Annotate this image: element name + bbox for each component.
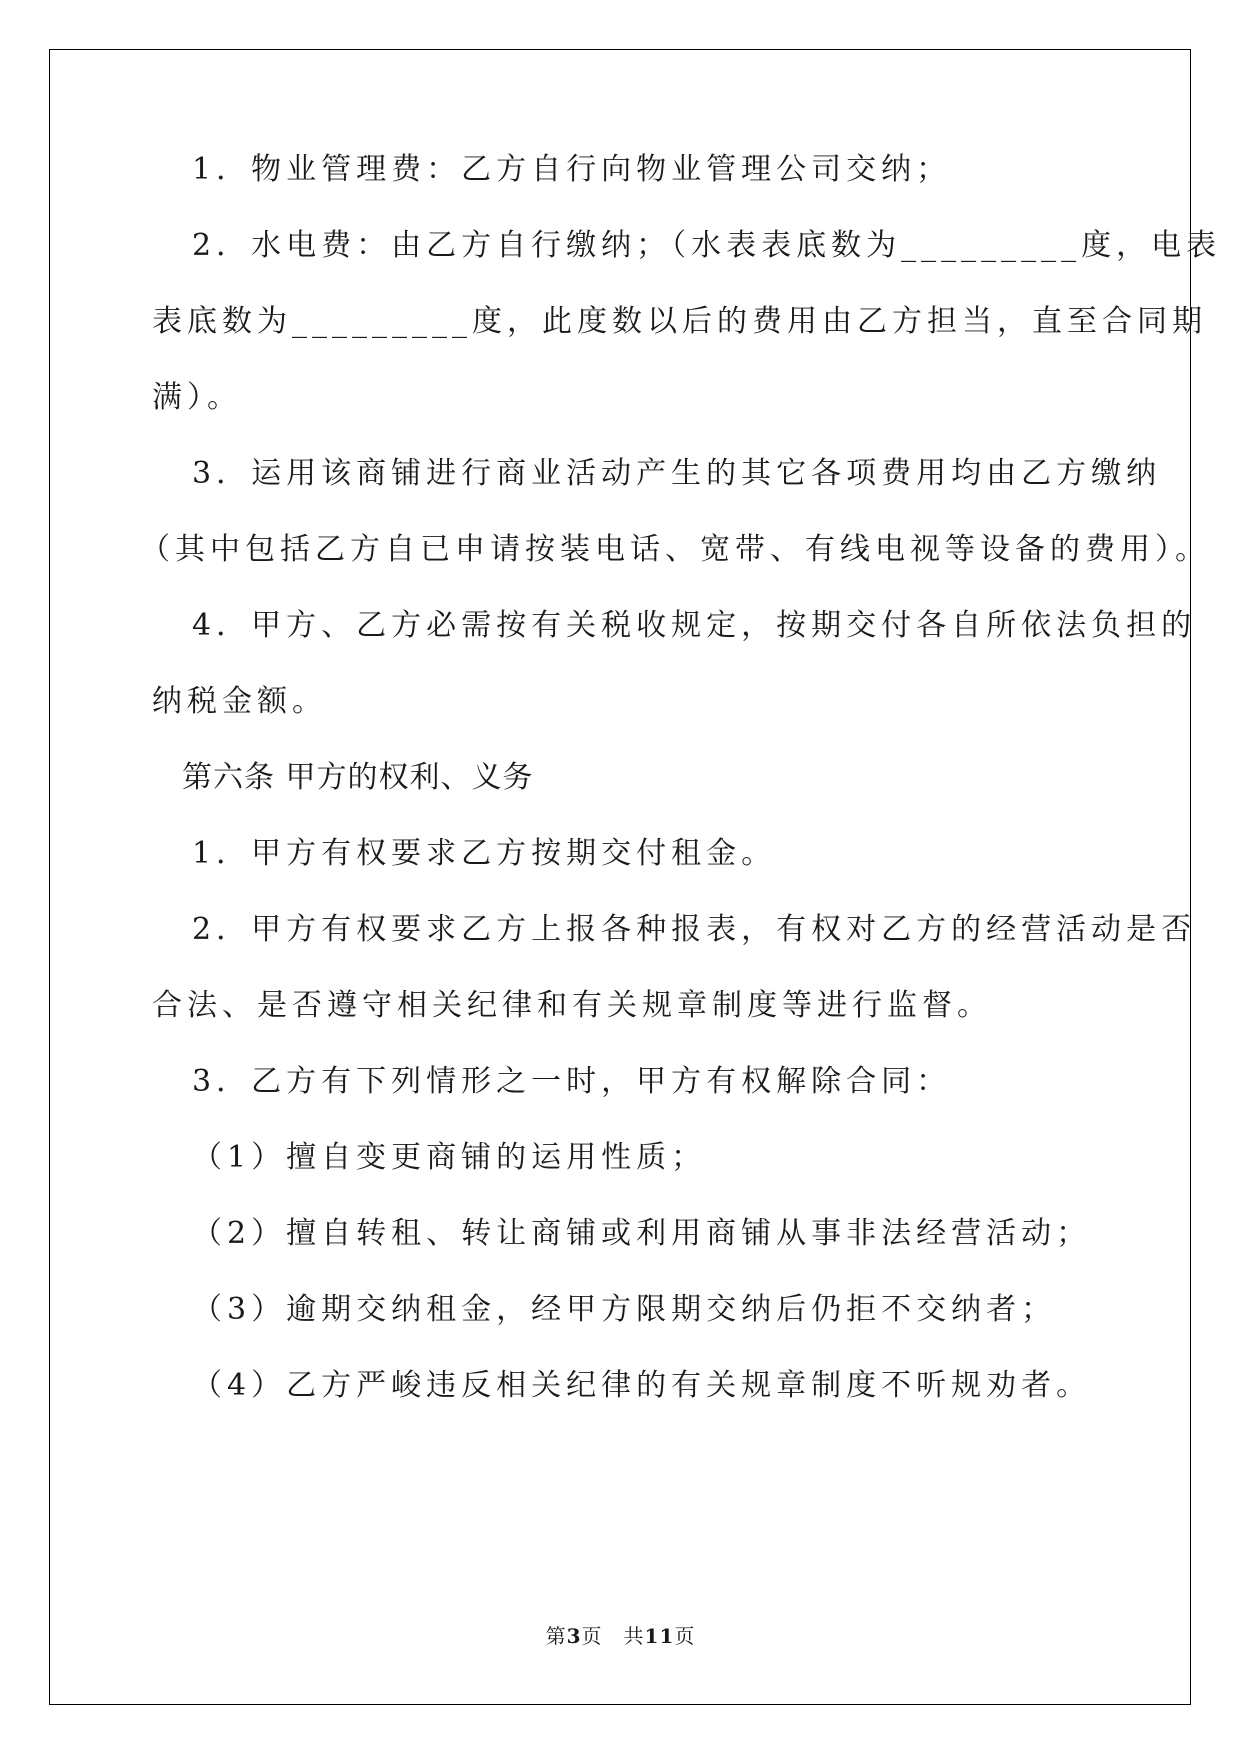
paragraph-1: 1．物业管理费：乙方自行向物业管理公司交纳； xyxy=(192,152,952,187)
paragraph-2-end: 满）。 xyxy=(152,380,242,415)
page-border xyxy=(49,49,1191,1705)
paragraph-4: 4．甲方、乙方必需按有关税收规定，按期交付各自所依法负担的 xyxy=(192,608,1197,643)
paragraph-3: 3．运用该商铺进行商业活动产生的其它各项费用均由乙方缴纳 xyxy=(192,456,1162,491)
paragraph-6-1: 1．甲方有权要求乙方按期交付租金。 xyxy=(192,836,777,871)
footer-prefix: 第 xyxy=(545,1624,567,1648)
footer-mid: 页 共 xyxy=(581,1624,645,1648)
paragraph-2: 2．水电费：由乙方自行缴纳；（水表表底数为_________度，电表 xyxy=(192,228,1222,263)
paragraph-6-2: 2．甲方有权要求乙方上报各种报表，有权对乙方的经营活动是否 xyxy=(192,912,1197,947)
paragraph-3-cont: （其中包括乙方自已申请按装电话、宽带、有线电视等设备的费用）。 xyxy=(140,532,1210,567)
section-heading: 第六条 甲方的权利、义务 xyxy=(182,760,534,795)
paragraph-6-2-cont: 合法、是否遵守相关纪律和有关规章制度等进行监督。 xyxy=(152,988,992,1023)
footer-suffix: 页 xyxy=(674,1624,696,1648)
total-pages-number: 11 xyxy=(644,1624,675,1648)
paragraph-4-cont: 纳税金额。 xyxy=(152,684,327,719)
list-item-4: （4）乙方严峻违反相关纪律的有关规章制度不听规劝者。 xyxy=(192,1368,1092,1403)
paragraph-6-3: 3．乙方有下列情形之一时，甲方有权解除合同： xyxy=(192,1064,952,1099)
paragraph-2-cont: 表底数为_________度，此度数以后的费用由乙方担当，直至合同期 xyxy=(152,304,1207,339)
current-page-number: 3 xyxy=(566,1624,582,1648)
list-item-3: （3）逾期交纳租金，经甲方限期交纳后仍拒不交纳者； xyxy=(192,1292,1057,1327)
list-item-1: （1）擅自变更商铺的运用性质； xyxy=(192,1140,707,1175)
page-footer xyxy=(0,1620,1241,1649)
list-item-2: （2）擅自转租、转让商铺或利用商铺从事非法经营活动； xyxy=(192,1216,1092,1251)
